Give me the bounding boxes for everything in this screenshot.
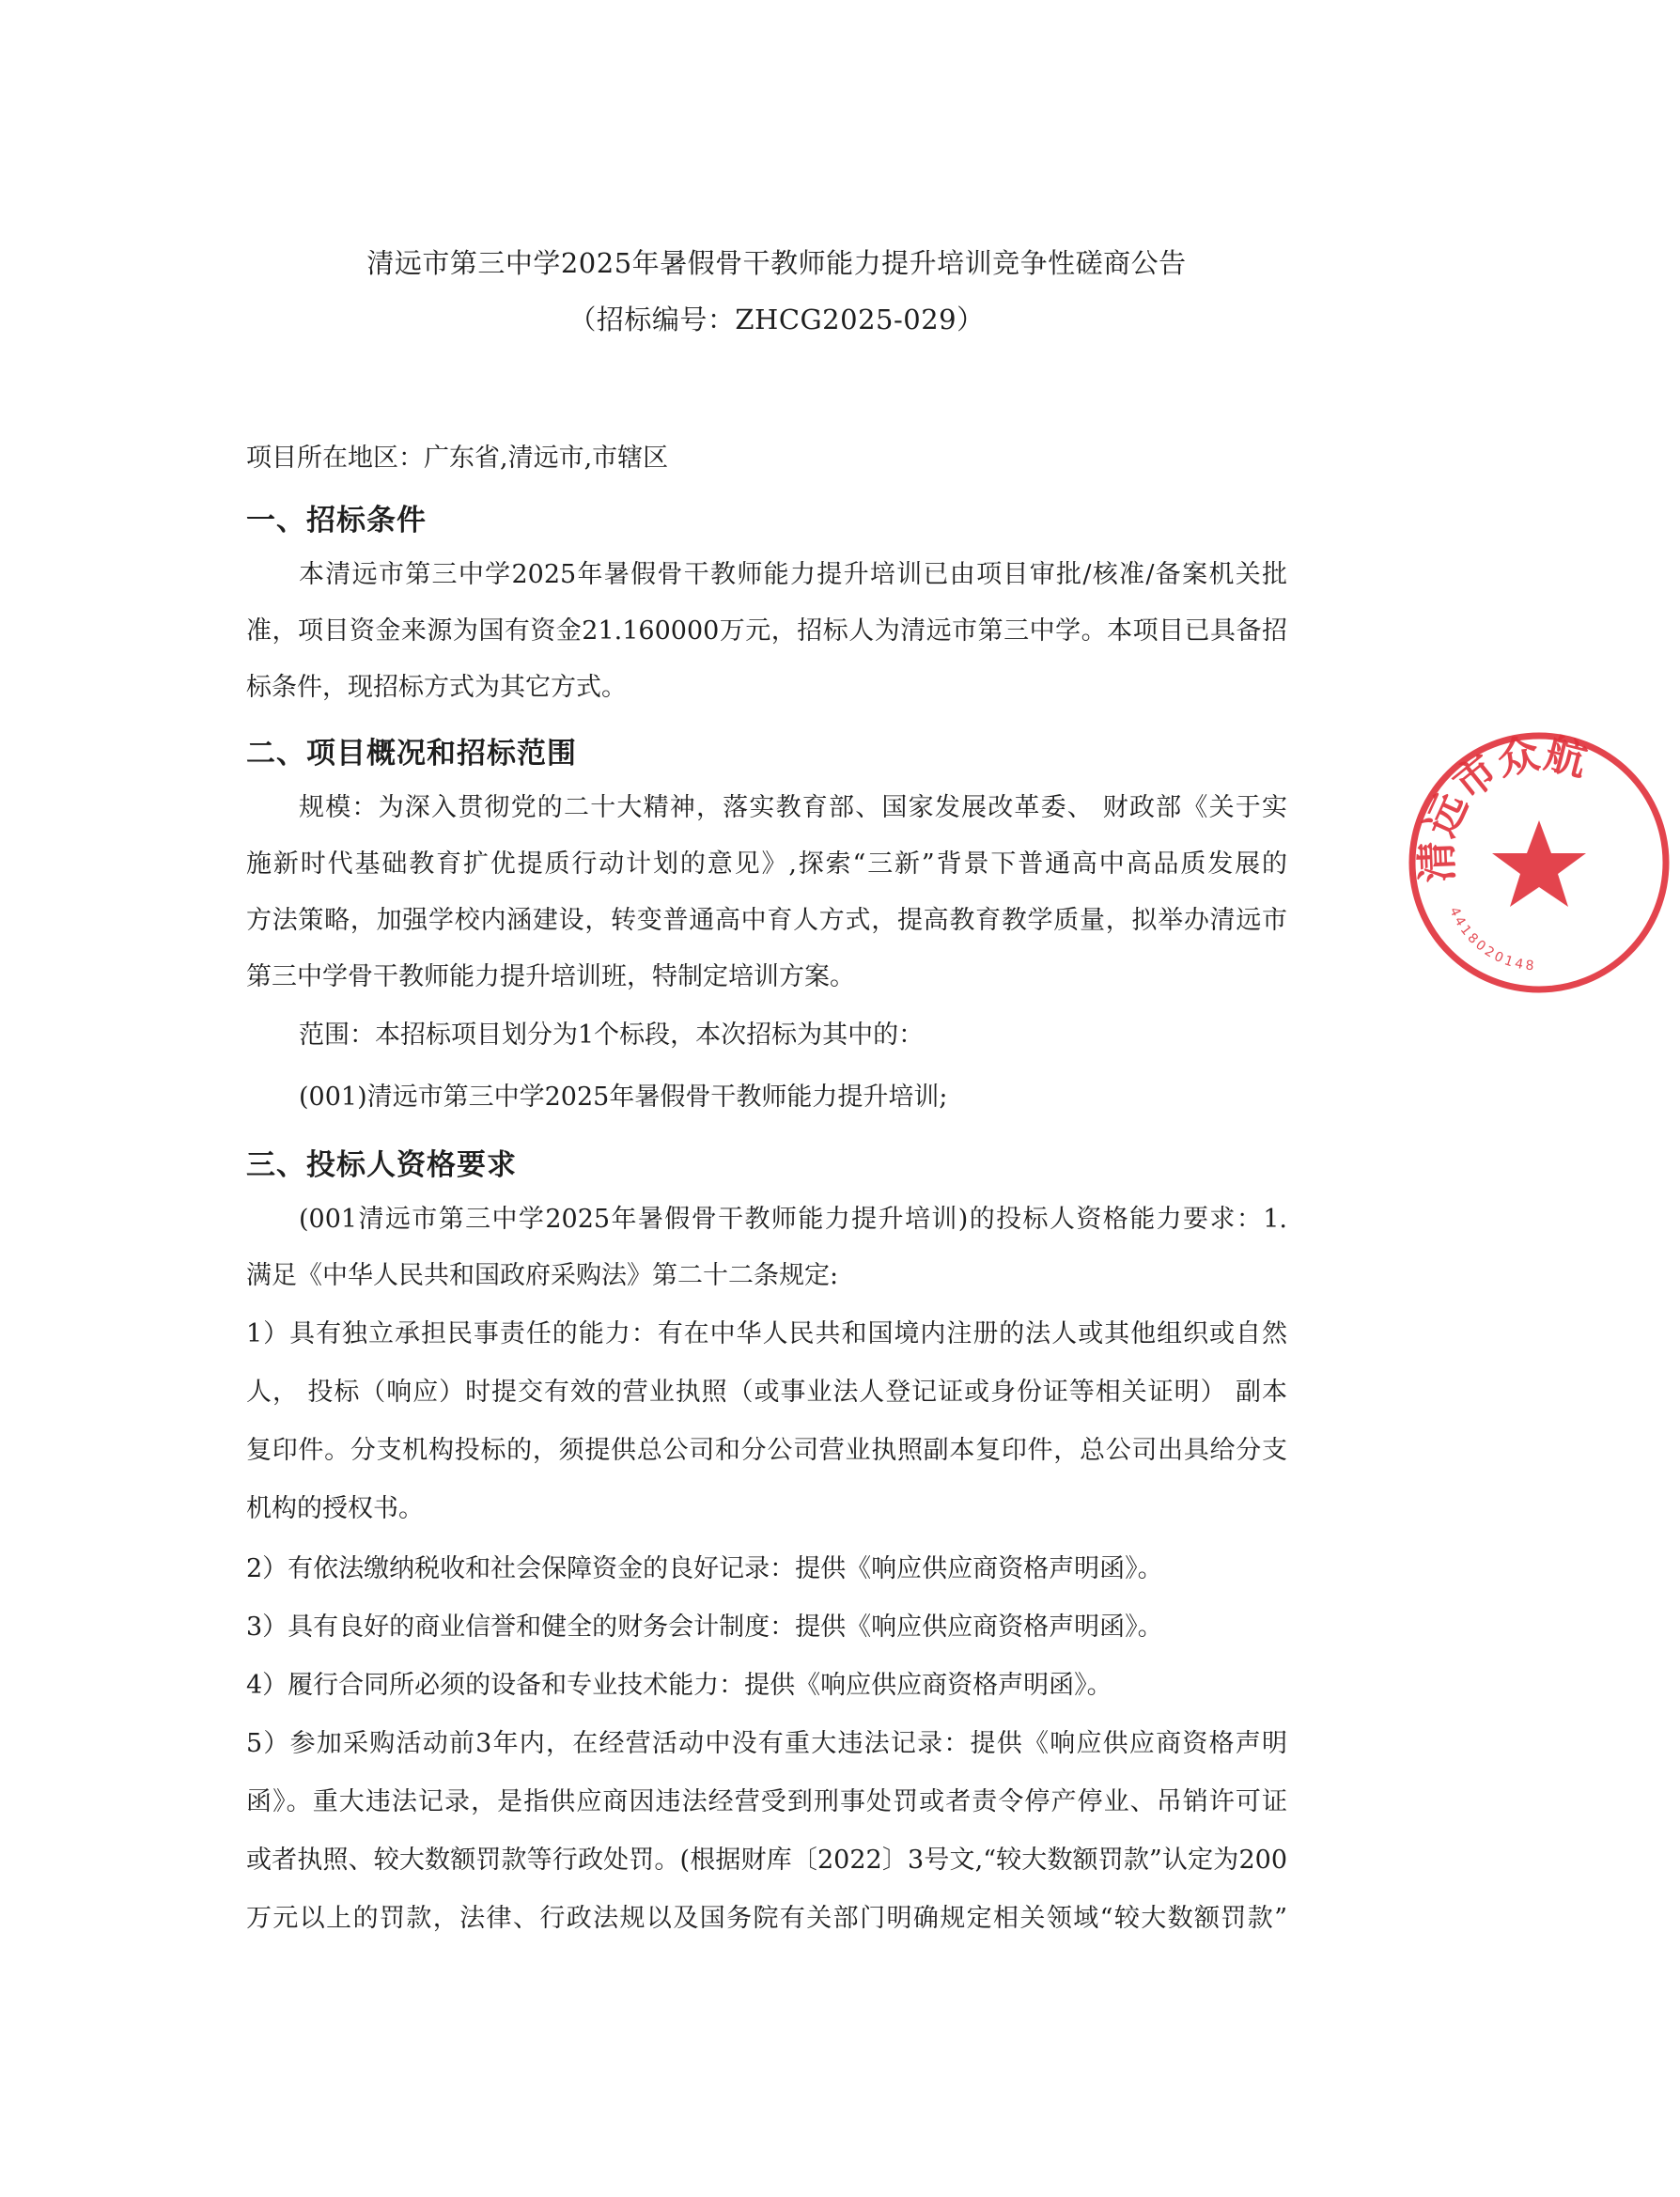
paragraph-line: 规模：为深入贯彻党的二十大精神，落实教育部、国家发展改革委、 财政部《关于实 <box>299 793 1287 822</box>
paragraph-line: 第三中学骨干教师能力提升培训班，特制定培训方案。 <box>246 962 855 991</box>
paragraph-line: 准，项目资金来源为国有资金21.160000万元，招标人为清远市第三中学。本项目已具备招 <box>246 616 1287 646</box>
paragraph-line: 机构的授权书。 <box>246 1494 424 1523</box>
project-location: 项目所在地区：广东省,清远市,市辖区 <box>246 444 669 473</box>
paragraph-line: 4）履行合同所必须的设备和专业技术能力：提供《响应供应商资格声明函》。 <box>246 1671 1112 1700</box>
paragraph-line: 满足《中华人民共和国政府采购法》第二十二条规定: <box>246 1261 839 1290</box>
paragraph-line: 本清远市第三中学2025年暑假骨干教师能力提升培训已由项目审批/核准/备案机关批 <box>299 560 1287 589</box>
paragraph-line: 施新时代基础教育扩优提质行动计划的意见》,探索“三新”背景下普通高中高品质发展的 <box>246 849 1287 879</box>
seal-number: 4418020148 <box>1446 905 1538 974</box>
section-heading: 二、项目概况和招标范围 <box>246 737 577 771</box>
paragraph-line: 万元以上的罚款，法律、行政法规以及国务院有关部门明确规定相关领域“较大数额罚款” <box>246 1904 1287 1933</box>
paragraph-line: 2）有依法缴纳税收和社会保障资金的良好记录：提供《响应供应商资格声明函》。 <box>246 1554 1163 1583</box>
paragraph-line: 方法策略，加强学校内涵建设，转变普通高中育人方式，提高教育教学质量，拟举办清远市 <box>246 906 1287 935</box>
section-heading: 一、招标条件 <box>246 504 427 538</box>
paragraph-line: 范围：本招标项目划分为1个标段，本次招标为其中的： <box>299 1021 925 1050</box>
paragraph-line: 标条件，现招标方式为其它方式。 <box>246 673 627 702</box>
company-seal-stamp <box>1398 722 1680 1004</box>
document-title: 清远市第三中学2025年暑假骨干教师能力提升培训竞争性磋商公告 <box>366 247 1187 279</box>
paragraph-line: 3）具有良好的商业信誉和健全的财务会计制度：提供《响应供应商资格声明函》。 <box>246 1613 1163 1642</box>
seal-star-icon <box>1492 820 1586 907</box>
seal-text: 清远市众航 <box>1412 729 1592 883</box>
section-heading: 三、投标人资格要求 <box>246 1148 517 1182</box>
paragraph-line: 或者执照、较大数额罚款等行政处罚。(根据财库〔2022〕3号文,“较大数额罚款”认定为200 <box>246 1846 1287 1875</box>
paragraph-line: 5）参加采购活动前3年内，在经营活动中没有重大违法记录：提供《响应供应商资格声明 <box>246 1729 1287 1758</box>
paragraph-line: 人， 投标（响应）时提交有效的营业执照（或事业法人登记证或身份证等相关证明） 副本 <box>246 1378 1287 1407</box>
paragraph-line: (001)清远市第三中学2025年暑假骨干教师能力提升培训; <box>299 1083 948 1112</box>
paragraph-line: (001清远市第三中学2025年暑假骨干教师能力提升培训)的投标人资格能力要求：1. <box>299 1205 1287 1234</box>
paragraph-line: 函》。重大违法记录，是指供应商因违法经营受到刑事处罚或者责令停产停业、吊销许可证 <box>246 1787 1287 1816</box>
paragraph-line: 复印件。分支机构投标的，须提供总公司和分公司营业执照副本复印件，总公司出具给分支 <box>246 1436 1287 1465</box>
document-subtitle: （招标编号：ZHCG2025-029） <box>568 304 985 335</box>
paragraph-line: 1）具有独立承担民事责任的能力：有在中华人民共和国境内注册的法人或其他组织或自然 <box>246 1319 1287 1348</box>
